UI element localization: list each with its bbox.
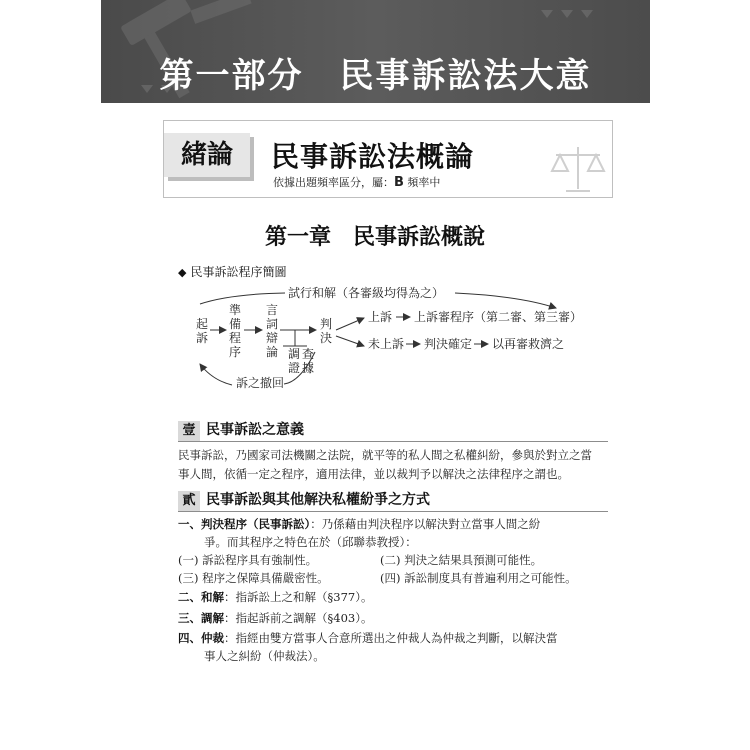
sub-item-4: (四) 訴訟制度具有普遍利用之可能性。 (380, 571, 577, 585)
flow-col-evidence: 調 查證 據 (288, 347, 315, 375)
item-3-label: 三、調解 (178, 611, 224, 625)
item-2-text: ：指訴訟上之和解（§377）。 (224, 590, 373, 604)
item-1-text: ：乃係藉由判決程序以解決對立當事人間之紛 (310, 517, 541, 531)
flow-no-appeal: 未上訴 (368, 337, 405, 351)
flow-heading-label: 民事訴訟程序簡圖 (190, 265, 287, 279)
item-4-text: ：指經由雙方當事人合意所選出之仲裁人為仲裁之判斷，以解決當 (224, 631, 558, 645)
flow-top-label: 試行和解（各審級均得為之） (288, 286, 445, 300)
item-2-label: 二、和解 (178, 590, 224, 604)
chapter-title: 第一章 民事訴訟概說 (264, 225, 485, 250)
flow-withdraw: 訴之撤回 (236, 376, 285, 390)
section-1-line-2: 事人間，依循一定之程序，適用法律，並以裁判予以解決之法律程序之謂也。 (178, 467, 569, 481)
section-2-item-2 (178, 588, 618, 606)
section-2-heading (178, 489, 430, 511)
item-1-text-2: 爭。而其程序之特色在於（邱聯恭教授）： (204, 535, 417, 549)
flow-col-start: 起訴 (196, 317, 209, 345)
section-2-divider (178, 511, 608, 512)
chapter-banner (101, 0, 650, 103)
sub-item-3: (三) 程序之保障具備嚴密性。 (178, 571, 329, 585)
flow-col-argument: 言詞辯論 (266, 303, 279, 359)
flow-retrial: 以再審救濟之 (492, 337, 565, 351)
frequency-grade: B (394, 175, 404, 190)
section-2-item-3 (178, 609, 618, 627)
frequency-prefix: 依據出題頻率區分，屬： (273, 176, 394, 189)
section-1-title: 民事訴訟之意義 (206, 422, 304, 438)
sub-item-1: (一) 訴訟程序具有強制性。 (178, 553, 318, 567)
flow-heading (178, 263, 286, 280)
section-1-text (178, 446, 610, 484)
item-4-label: 四、仲裁 (178, 631, 224, 645)
scales-of-justice-icon (548, 143, 608, 195)
section-2-number: 貳 (178, 491, 200, 511)
section-1-divider (178, 441, 608, 442)
item-3-text: ：指起訴前之調解（§403）。 (224, 611, 373, 625)
section-1-line-1: 民事訴訟，乃國家司法機關之法院，就平等的私人間之私權糾紛，參與於對立之當 (178, 448, 592, 462)
banner-title: 第一部分 民事訴訟法大意 (159, 56, 592, 96)
frequency-note (273, 174, 440, 190)
flow-final: 判決確定 (424, 337, 473, 351)
intro-title: 民事訴訟法概論 (271, 140, 475, 173)
flow-col-judgment: 判決 (320, 317, 333, 345)
section-2-item-1 (178, 515, 618, 551)
item-4-text-2: 事人之糾紛（仲裁法）。 (204, 649, 325, 663)
section-1-heading (178, 419, 304, 441)
section-2-item-4 (178, 629, 618, 665)
item-1-label: 一、判決程序（民事訴訟） (178, 517, 311, 531)
sub-item-2: (二) 判決之結果具預測可能性。 (380, 553, 543, 567)
flow-appeal-target: 上訴審程序（第二審、第三審） (414, 310, 583, 324)
diamond-bullet-icon: ◆ (178, 266, 187, 279)
flow-col-prep: 準備程序 (229, 303, 242, 359)
section-2-title: 民事訴訟與其他解決私權紛爭之方式 (206, 492, 430, 508)
flow-appeal: 上訴 (368, 310, 393, 324)
intro-tab: 緒論 (164, 133, 250, 177)
section-1-number: 壹 (178, 421, 200, 441)
intro-box (163, 120, 613, 198)
frequency-suffix: 頻率中 (407, 176, 441, 189)
